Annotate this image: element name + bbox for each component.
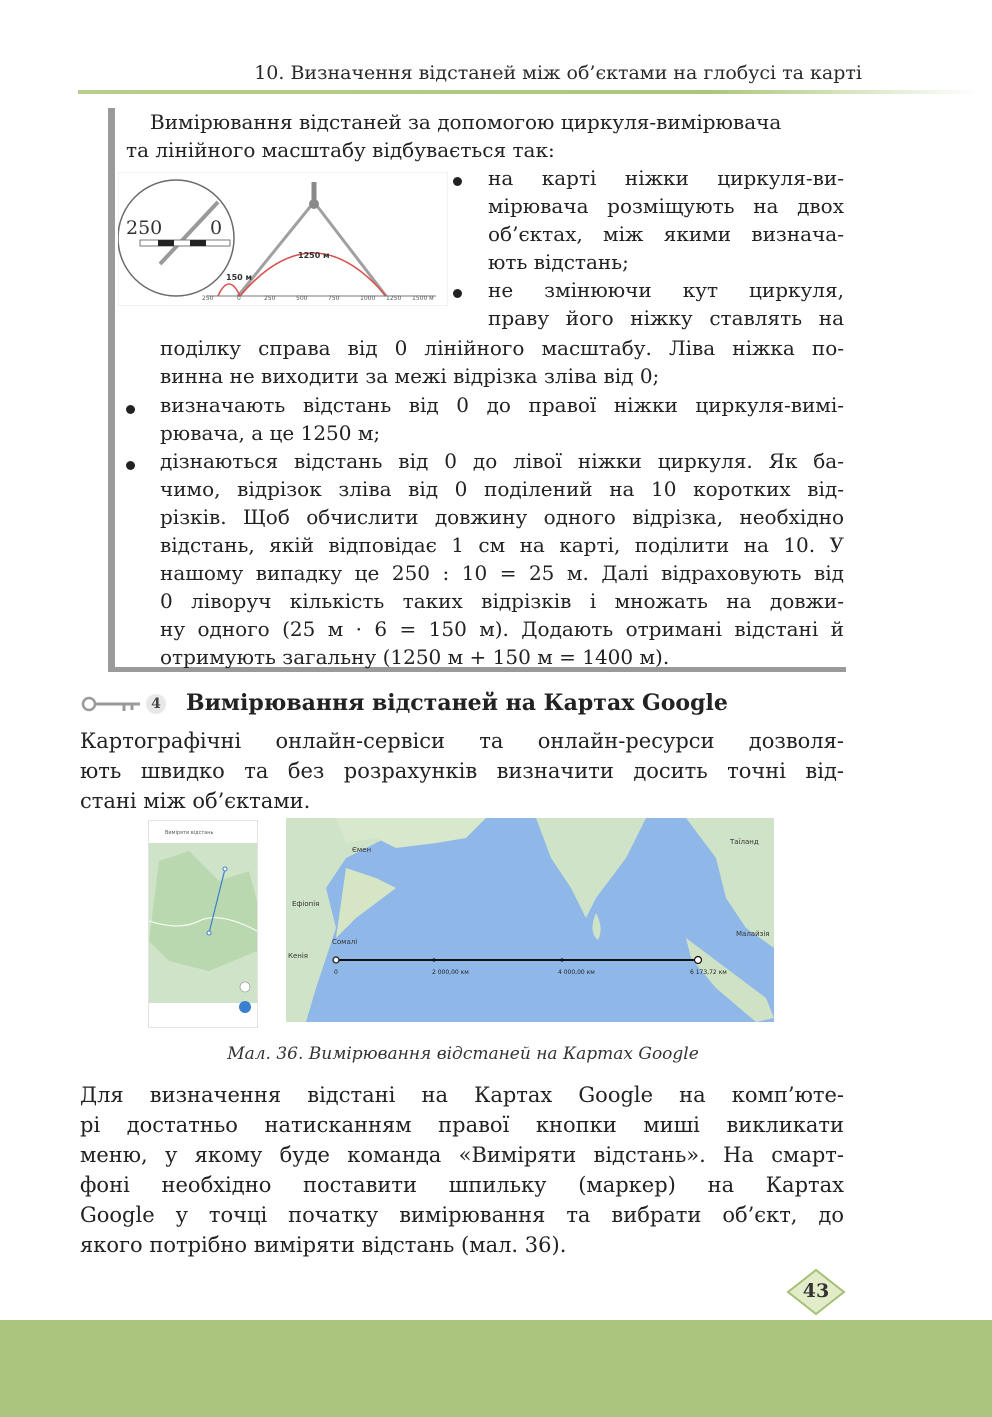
label-somalia: Сомалі <box>332 938 358 946</box>
para1-line-3: стані між об’єктами. <box>80 789 311 813</box>
scale-tick-6: 1000 <box>360 295 376 302</box>
box-left-bar <box>108 108 115 672</box>
running-header: 10. Визначення відстаней між об’єктами на глобусі та карті <box>254 62 862 84</box>
zoom-scale-bar <box>140 240 230 246</box>
para2-line-3: меню, у якому буде команда «Виміряти відстань». На смарт- <box>80 1143 844 1167</box>
label-kenya: Кенія <box>288 952 309 960</box>
label-yemen: Ємен <box>352 846 372 854</box>
para2-line-1: Для визначення відстані на Картах Google на комп’юте- <box>80 1083 844 1107</box>
bullet4-line-6: 0 ліворуч кількість таких відрізків і множать на довжи- <box>160 589 844 613</box>
compass-hinge <box>309 199 319 209</box>
scale-tick-4: 500 <box>296 295 308 302</box>
distance-label-4000: 4 000,00 км <box>558 969 595 976</box>
label-thailand: Таїланд <box>730 838 759 846</box>
zoom-label-0: 0 <box>210 217 223 239</box>
compass-figure <box>118 172 448 306</box>
bullet1-line-4: ють відстань; <box>488 250 629 274</box>
scale-tick-1: 250 <box>202 295 214 302</box>
scale-tick-7: 1250 <box>386 295 402 302</box>
bullet2-line-1: не змінюючи кут циркуля, <box>488 278 844 302</box>
bullet1-line-1: на карті ніжки циркуля-ви- <box>488 166 844 190</box>
distance-label-2000: 2 000,00 км <box>432 969 469 976</box>
bullet2-line-2: праву його ніжку ставлять на <box>488 306 844 330</box>
section-number: 4 <box>146 694 166 714</box>
section-title: Вимірювання відстаней на Картах Google <box>186 690 728 716</box>
arc-label-1250: 1250 м <box>298 251 330 260</box>
arc-label-150: 150 м <box>226 273 253 282</box>
bullet-2 <box>453 289 462 298</box>
bullet4-line-3: різків. Щоб обчислити довжину одного відрізка, необхідно <box>160 505 844 529</box>
header-rule <box>78 90 978 94</box>
bullet4-line-4: відстань, якій відповідає 1 см на карті, поділити на 10. У <box>160 533 844 557</box>
distance-start-marker <box>333 957 339 963</box>
phone-map <box>149 821 257 1027</box>
distance-midpoint-2 <box>560 958 563 961</box>
para2-line-6: якого потрібно виміряти відстань (мал. 36). <box>80 1233 567 1257</box>
distance-label-0: 0 <box>334 969 338 976</box>
figure-caption: Мал. 36. Вимірювання відстаней на Картах Google <box>227 1044 699 1064</box>
phone-map-screenshot <box>148 820 258 1028</box>
bullet4-line-7: ну одного (25 м · 6 = 150 м). Додають отримані відстані й <box>160 617 844 641</box>
bullet1-line-3: об’єктах, між якими визнача- <box>488 222 844 246</box>
zoom-scale-seg-1 <box>158 240 174 246</box>
phone-header-text: Виміряти відстань <box>165 830 214 836</box>
bullet4-line-1: дізнаються відстань від 0 до лівої ніжки циркуля. Як ба- <box>160 449 844 473</box>
scale-tick-2: 0 <box>237 295 241 302</box>
bullet3-line-1: визначають відстань від 0 до правої ніжки циркуля-вимі- <box>160 393 844 417</box>
para1-line-1: Картографічні онлайн-сервіси та онлайн-ресурси дозволя- <box>80 729 844 753</box>
para2-line-5: Google у точці початку вимірювання та вибрати об’єкт, до <box>80 1203 844 1227</box>
intro-line-2: та лінійного масштабу відбувається так: <box>126 138 555 162</box>
footer-band <box>0 1320 992 1417</box>
bullet2-line-3: поділку справа від 0 лінійного масштабу. Ліва ніжка по- <box>160 336 844 360</box>
key-icon <box>80 694 144 714</box>
bullet4-line-5: нашому випадку це 250 : 10 = 25 м. Далі відраховують від <box>160 561 844 585</box>
bullet-3 <box>126 405 135 414</box>
bullet3-line-2: рювача, а це 1250 м; <box>160 421 381 445</box>
google-map-screenshot <box>286 818 774 1022</box>
bullet2-line-4: винна не виходити за межі відрізка зліва від 0; <box>160 364 660 388</box>
distance-label-total: 6 173,72 км <box>690 969 727 976</box>
bullet-4 <box>126 461 135 470</box>
para2-line-2: рі достатньо натисканням правої кнопки миші викликати <box>80 1113 844 1137</box>
bullet-1 <box>453 177 462 186</box>
distance-midpoint-1 <box>432 958 435 961</box>
page-number: 43 <box>802 1280 830 1302</box>
distance-end-marker <box>695 957 702 964</box>
para2-line-4: фоні необхідно поставити шпильку (маркер) на Картах <box>80 1173 844 1197</box>
bullet1-line-2: мірювача розміщують на двох <box>488 194 844 218</box>
bullet4-line-2: чимо, відрізок зліва від 0 поділений на 10 коротких від- <box>160 477 844 501</box>
label-malaysia: Малайзія <box>736 930 770 938</box>
zoom-label-250: 250 <box>126 217 163 239</box>
intro-line-1: Вимірювання відстаней за допомогою циркуля-вимірювача <box>150 110 782 134</box>
para1-line-2: ють швидко та без розрахунків визначити досить точні від- <box>80 759 844 783</box>
phone-locate-button <box>240 982 250 992</box>
label-ethiopia: Ефіопія <box>292 900 320 908</box>
scale-tick-3: 250 <box>264 295 276 302</box>
bullet4-line-8: отримують загальну (1250 м + 150 м = 1400 м). <box>160 645 670 669</box>
scale-tick-8: 1500 м <box>412 295 434 302</box>
phone-add-button <box>239 1001 251 1013</box>
zoom-scale-seg-2 <box>190 240 206 246</box>
scale-tick-5: 750 <box>328 295 340 302</box>
